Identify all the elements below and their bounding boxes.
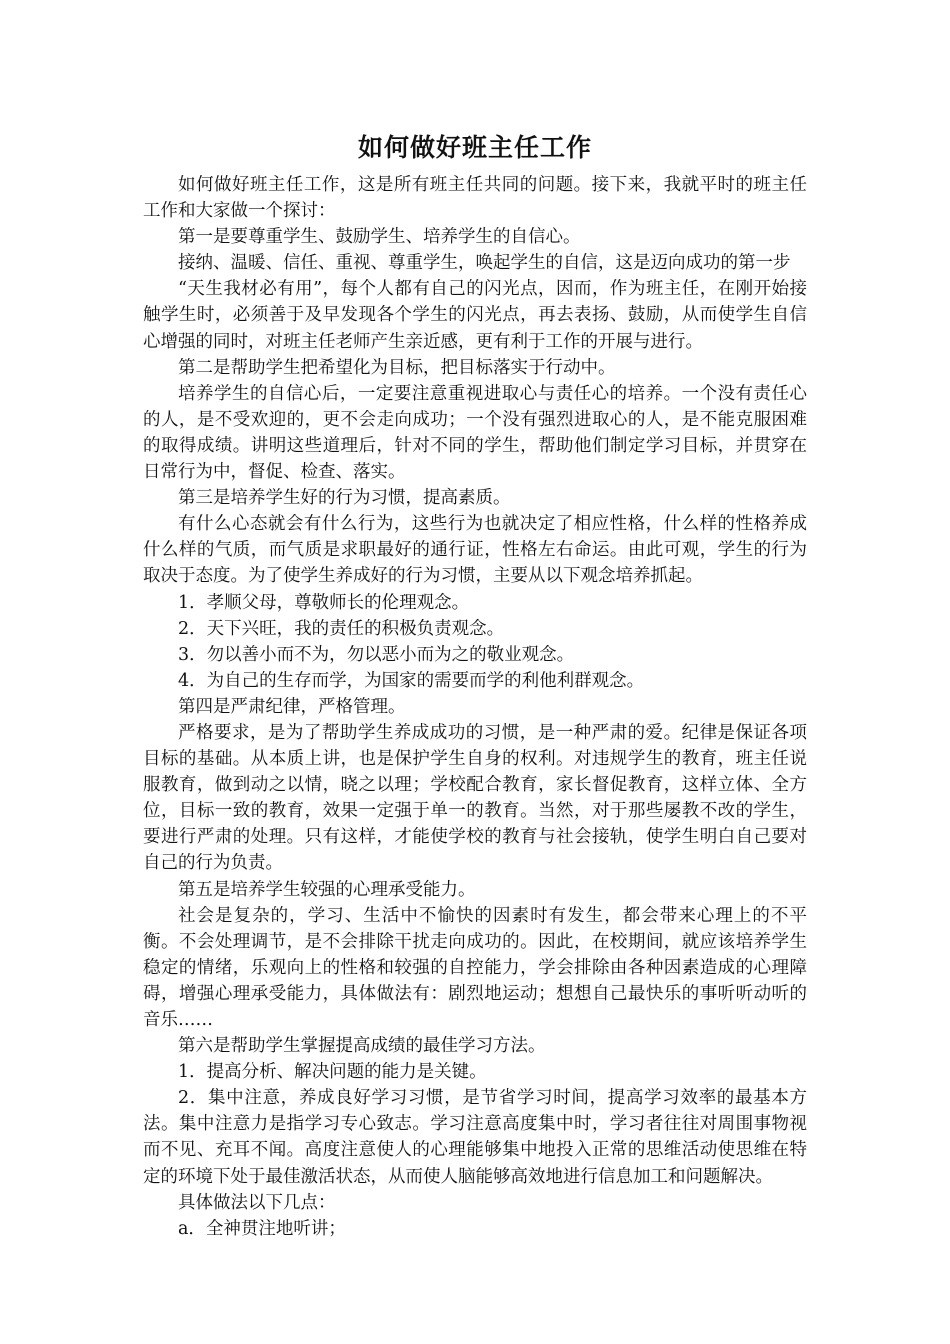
paragraph: 具体做法以下几点：: [178, 1192, 336, 1213]
paragraph-heading-5: 第五是培养学生较强的心理承受能力。: [178, 879, 476, 900]
paragraph: 社会是复杂的，学习、生活中不愉快的因素时有发生，都会带来心理上的不平衡。不会处理调节，是不会排除干扰走向成功的。因此，在校期间，就应该培养学生稳定的情绪，乐观向上的性格和较强的自控能力，学会排除由各种因素造成的心理障碍，增强心理承受能力，具体做法有：剧烈地运动；想想自己最快乐的事听听动听的音乐……: [143, 905, 807, 1030]
paragraph: “天生我材必有用”，每个人都有自己的闪光点，因而，作为班主任，在刚开始接触学生时，必须善于及早发现各个学生的闪光点，再去表扬、鼓励，从而使学生自信心增强的同时，对班主任老师产生亲近感，更有利于工作的开展与进行。: [143, 279, 807, 352]
document-page: [143, 128, 807, 1242]
list-item: 1．孝顺父母，尊敬师长的伦理观念。: [178, 592, 470, 613]
paragraph: 严格要求，是为了帮助学生养成成功的习惯，是一种严肃的爱。纪律是保证各项目标的基础。从本质上讲，也是保护学生自身的权利。对违规学生的教育，班主任说服教育，做到动之以情，晓之以理；学校配合教育，家长督促教育，这样立体、全方位，目标一致的教育，效果一定强于单一的教育。当然，对于那些屡教不改的学生，要进行严肃的处理。只有这样，才能使学校的教育与社会接轨，使学生明白自己要对自己的行为负责。: [143, 722, 807, 874]
list-item: a．全神贯注地听讲；: [178, 1218, 346, 1239]
paragraph: 接纳、温暖、信任、重视、尊重学生，唤起学生的自信，这是迈向成功的第一步: [178, 253, 791, 274]
list-item: 2．天下兴旺，我的责任的积极负责观念。: [178, 618, 505, 639]
paragraph-heading-1: 第一是要尊重学生、鼓励学生、培养学生的自信心。: [178, 227, 581, 248]
paragraph-heading-6: 第六是帮助学生掌握提高成绩的最佳学习方法。: [178, 1036, 546, 1057]
list-item: 3．勿以善小而不为，勿以恶小而为之的敬业观念。: [178, 644, 575, 665]
list-item: 2．集中注意，养成良好学习习惯，是节省学习时间，提高学习效率的最基本方法。集中注意力是指学习专心致志。学习注意高度集中时，学习者往往对周围事物视而不见、充耳不闻。高度注意使人的心理能够集中地投入正常的思维活动使思维在特定的环境下处于最佳激活状态，从而使人脑能够高效地进行信息加工和问题解决。: [143, 1088, 807, 1187]
list-item: 4．为自己的生存而学，为国家的需要而学的利他利群观念。: [178, 670, 645, 691]
paragraph-intro: 如何做好班主任工作，这是所有班主任共同的问题。接下来，我就平时的班主任工作和大家做一个探讨：: [143, 175, 807, 222]
paragraph-heading-4: 第四是严肃纪律，严格管理。: [178, 696, 406, 717]
document-title: 如何做好班主任工作: [357, 133, 592, 162]
paragraph: 有什么心态就会有什么行为，这些行为也就决定了相应性格，什么样的性格养成什么样的气质，而气质是求职最好的通行证，性格左右命运。由此可观，学生的行为取决于态度。为了使学生养成好的行为习惯，主要从以下观念培养抓起。: [143, 514, 807, 587]
list-item: 1．提高分析、解决问题的能力是关键。: [178, 1062, 487, 1083]
paragraph-heading-2: 第二是帮助学生把希望化为目标，把目标落实于行动中。: [178, 357, 616, 378]
paragraph: 培养学生的自信心后，一定要注意重视进取心与责任心的培养。一个没有责任心的人，是不受欢迎的，更不会走向成功；一个没有强烈进取心的人，是不能克服困难的取得成绩。讲明这些道理后，针对不同的学生，帮助他们制定学习目标，并贯穿在日常行为中，督促、检查、落实。: [143, 383, 807, 483]
paragraph-heading-3: 第三是培养学生好的行为习惯，提高素质。: [178, 488, 511, 509]
